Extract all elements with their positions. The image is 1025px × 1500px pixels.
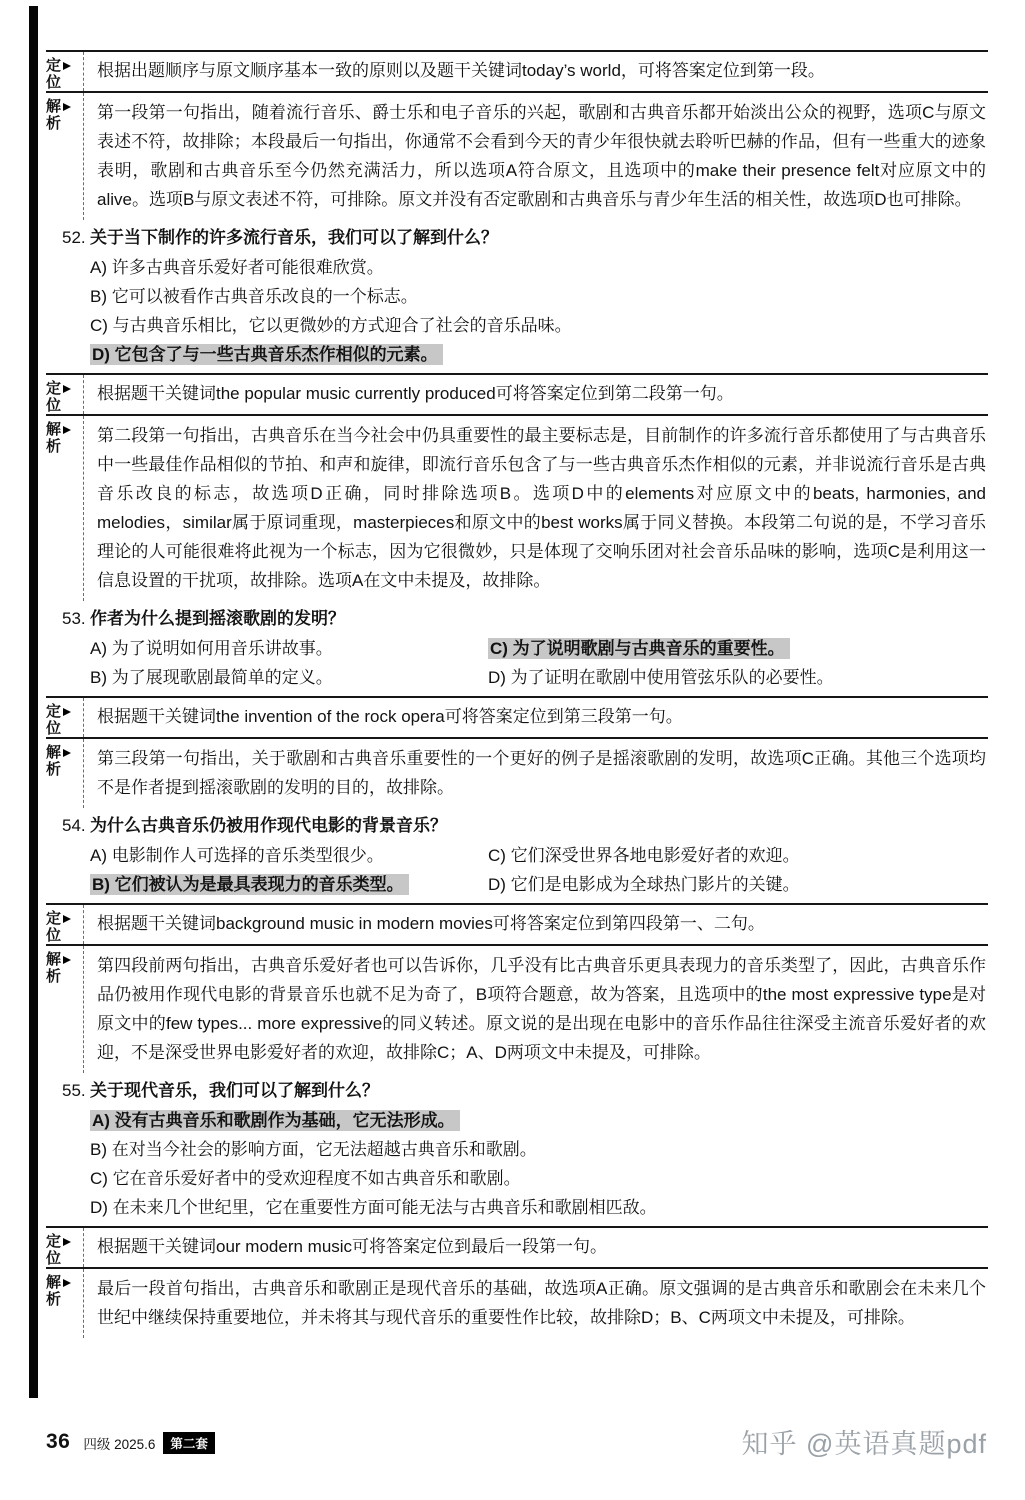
option-text: A) 为了说明如何用音乐讲故事。	[90, 639, 333, 658]
analysis-label-bottom: 析	[46, 438, 62, 455]
option-text: C) 它们深受世界各地电影爱好者的欢迎。	[488, 846, 800, 865]
page-footer	[46, 1422, 987, 1461]
label-row	[46, 951, 83, 968]
locate-label-top: 定	[46, 1233, 62, 1250]
question-55	[46, 1073, 988, 1226]
analysis-label	[46, 1269, 83, 1338]
label-row	[46, 98, 83, 115]
analysis-text: 第一段第一句指出，随着流行音乐、爵士乐和电子音乐的兴起，歌剧和古典音乐都开始淡出公众的视野，选项C与原文表述不符，故排除；本段最后一句指出，你通常不会看到今天的青少年很快就去聆听巴赫的作品，但有一些重大的迹象表明，歌剧和古典音乐至今仍然充满活力，所以选项A符合原文，且选项中的make their presence felt对应原文中的alive。选项B与原文表述不符，可排除。原文并没有否定歌剧和古典音乐与青少年生活的相关性，故选项D也可排除。	[83, 93, 988, 220]
locate-label	[46, 1228, 83, 1267]
analysis-block-52	[46, 416, 988, 601]
option-text: A) 没有古典音乐和歌剧作为基础，它无法形成。	[90, 1110, 460, 1131]
question-stem-row	[46, 604, 988, 634]
label-row	[46, 910, 83, 927]
option-text: A) 许多古典音乐爱好者可能很难欣赏。	[90, 258, 384, 277]
exam-label: 四级 2025.6	[83, 1437, 156, 1452]
locate-label-bottom: 位	[46, 720, 62, 737]
analysis-label-top: 解	[46, 1274, 62, 1291]
option-c	[90, 1164, 988, 1193]
label-row	[46, 703, 83, 720]
label-row	[46, 1233, 83, 1250]
analysis-label-top: 解	[46, 421, 62, 438]
option-b	[90, 870, 482, 899]
option-c	[488, 841, 988, 870]
question-stem-row	[46, 1076, 988, 1106]
analysis-block-54	[46, 946, 988, 1073]
analysis-block-55	[46, 1269, 988, 1338]
locate-text: 根据题干关键词background music in modern movies可将答案定位到第四段第一、二句。	[83, 905, 988, 944]
locate-block-53	[46, 698, 988, 737]
locate-block-54	[46, 905, 988, 944]
option-d	[90, 340, 988, 369]
arrow-right-icon	[63, 62, 71, 70]
label-row	[46, 968, 83, 985]
locate-label-bottom: 位	[46, 1250, 62, 1267]
label-row	[46, 438, 83, 455]
option-b	[90, 282, 988, 311]
question-stem-row	[46, 811, 988, 841]
analysis-text: 最后一段首句指出，古典音乐和歌剧正是现代音乐的基础，故选项A正确。原文强调的是古典音乐和歌剧会在未来几个世纪中继续保持重要地位，并未将其与现代音乐的重要性作比较，故排除D；B、C两项文中未提及，可排除。	[83, 1269, 988, 1338]
label-row	[46, 761, 83, 778]
locate-text: 根据题干关键词our modern music可将答案定位到最后一段第一句。	[83, 1228, 988, 1267]
arrow-right-icon	[63, 385, 71, 393]
locate-label	[46, 698, 83, 737]
option-text: B) 为了展现歌剧最简单的定义。	[90, 668, 333, 687]
question-number: 54.	[62, 816, 86, 835]
label-row	[46, 1250, 83, 1267]
label-row	[46, 380, 83, 397]
label-row	[46, 397, 83, 414]
locate-label-top: 定	[46, 703, 62, 720]
option-a	[90, 253, 988, 282]
question-53	[46, 601, 988, 696]
answer-key-page	[46, 50, 988, 1338]
option-c	[488, 634, 988, 663]
option-text: B) 它们被认为是最具表现力的音乐类型。	[90, 874, 409, 895]
option-text: D) 为了证明在歌剧中使用管弦乐队的必要性。	[488, 668, 834, 687]
arrow-right-icon	[63, 915, 71, 923]
option-a	[90, 634, 482, 663]
locate-label	[46, 52, 83, 91]
option-a	[90, 1106, 988, 1135]
question-stem-row	[46, 223, 988, 253]
label-row	[46, 74, 83, 91]
question-54	[46, 808, 988, 903]
analysis-label	[46, 93, 83, 220]
label-row	[46, 720, 83, 737]
locate-label-top: 定	[46, 380, 62, 397]
question-number: 53.	[62, 609, 86, 628]
locate-text: 根据题干关键词the popular music currently produced可将答案定位到第二段第一句。	[83, 375, 988, 414]
arrow-right-icon	[63, 708, 71, 716]
label-row	[46, 57, 83, 74]
question-number: 55.	[62, 1081, 86, 1100]
arrow-right-icon	[63, 426, 71, 434]
options-list	[46, 1106, 988, 1222]
analysis-text: 第二段第一句指出，古典音乐在当今社会中仍具重要性的最主要标志是，目前制作的许多流行音乐都使用了与古典音乐中一些最佳作品相似的节拍、和声和旋律，即流行音乐包含了与一些古典音乐杰作相似的元素，并非说流行音乐是古典音乐改良的标志，故选项D正确，同时排除选项B。选项D中的elements对应原文中的beats, harmonies, and melodies，similar属于原词重现，masterpieces和原文中的best works属于同义替换。本段第二句说的是，不学习音乐理论的人可能很难将此视为一个标志，因为它很微妙，只是体现了交响乐团对社会音乐品味的影响，选项C是利用这一信息设置的干扰项，故排除。选项A在文中未提及，故排除。	[83, 416, 988, 601]
analysis-label-bottom: 析	[46, 968, 62, 985]
locate-label-top: 定	[46, 910, 62, 927]
locate-label-bottom: 位	[46, 397, 62, 414]
option-d	[90, 1193, 988, 1222]
question-stem: 作者为什么提到摇滚歌剧的发明？	[90, 609, 345, 628]
option-text: B) 它可以被看作古典音乐改良的一个标志。	[90, 287, 418, 306]
option-d	[488, 663, 988, 692]
label-row	[46, 1274, 83, 1291]
analysis-label	[46, 946, 83, 1073]
arrow-right-icon	[63, 103, 71, 111]
locate-label-top: 定	[46, 57, 62, 74]
option-b	[90, 1135, 988, 1164]
page-spine-bar	[29, 6, 38, 1398]
question-stem: 关于现代音乐，我们可以了解到什么？	[90, 1081, 379, 1100]
analysis-label	[46, 739, 83, 808]
analysis-label-top: 解	[46, 98, 62, 115]
label-row	[46, 1291, 83, 1308]
analysis-label-top: 解	[46, 744, 62, 761]
analysis-label	[46, 416, 83, 601]
question-52	[46, 220, 988, 373]
option-text: C) 为了说明歌剧与古典音乐的重要性。	[488, 638, 790, 659]
arrow-right-icon	[63, 1279, 71, 1287]
option-text: A) 电影制作人可选择的音乐类型很少。	[90, 846, 384, 865]
option-d	[488, 870, 988, 899]
label-row	[46, 115, 83, 132]
label-row	[46, 927, 83, 944]
analysis-label-bottom: 析	[46, 115, 62, 132]
analysis-block-53	[46, 739, 988, 808]
analysis-text: 第三段第一句指出，关于歌剧和古典音乐重要性的一个更好的例子是摇滚歌剧的发明，故选项C正确。其他三个选项均不是作者提到摇滚歌剧的发明的目的，故排除。	[83, 739, 988, 808]
label-row	[46, 744, 83, 761]
arrow-right-icon	[63, 749, 71, 757]
option-text: B) 在对当今社会的影响方面，它无法超越古典音乐和歌剧。	[90, 1140, 537, 1159]
locate-label-bottom: 位	[46, 74, 62, 91]
locate-text: 根据出题顺序与原文顺序基本一致的原则以及题干关键词today’s world，可将答案定位到第一段。	[83, 52, 988, 91]
option-text: C) 它在音乐爱好者中的受欢迎程度不如古典音乐和歌剧。	[90, 1169, 521, 1188]
option-b	[90, 663, 482, 692]
options-list	[46, 253, 988, 369]
locate-block-52	[46, 375, 988, 414]
option-c	[90, 311, 988, 340]
analysis-label-top: 解	[46, 951, 62, 968]
watermark: 知乎 @英语真题pdf	[741, 1429, 987, 1459]
analysis-text: 第四段前两句指出，古典音乐爱好者也可以告诉你，几乎没有比古典音乐更具表现力的音乐类型了，因此，古典音乐作品仍被用作现代电影的背景音乐也就不足为奇了，B项符合题意，故为答案，且选项中的the most expressive type是对原文中的few types... more expressive的同义转述。原文说的是出现在电影中的音乐作品往往深受主流音乐爱好者的欢迎，不是深受世界电影爱好者的欢迎，故排除C；A、D两项文中未提及，可排除。	[83, 946, 988, 1073]
option-text: D) 在未来几个世纪里，它在重要性方面可能无法与古典音乐和歌剧相匹敌。	[90, 1198, 657, 1217]
option-text: D) 它包含了与一些古典音乐杰作相似的元素。	[90, 344, 443, 365]
locate-block-55	[46, 1228, 988, 1267]
locate-label	[46, 905, 83, 944]
arrow-right-icon	[63, 956, 71, 964]
options-list	[46, 634, 988, 692]
arrow-right-icon	[63, 1238, 71, 1246]
options-list	[46, 841, 988, 899]
analysis-label-bottom: 析	[46, 1291, 62, 1308]
set-badge: 第二套	[163, 1432, 215, 1454]
locate-block-51	[46, 52, 988, 91]
option-text: C) 与古典音乐相比，它以更微妙的方式迎合了社会的音乐品味。	[90, 316, 572, 335]
question-number: 52.	[62, 228, 86, 247]
question-stem: 关于当下制作的许多流行音乐，我们可以了解到什么？	[90, 228, 498, 247]
locate-text: 根据题干关键词the invention of the rock opera可将答案定位到第三段第一句。	[83, 698, 988, 737]
analysis-block-51	[46, 93, 988, 220]
analysis-label-bottom: 析	[46, 761, 62, 778]
page-number: 36	[46, 1429, 71, 1453]
question-stem: 为什么古典音乐仍被用作现代电影的背景音乐？	[90, 816, 447, 835]
locate-label-bottom: 位	[46, 927, 62, 944]
locate-label	[46, 375, 83, 414]
label-row	[46, 421, 83, 438]
option-text: D) 它们是电影成为全球热门影片的关键。	[488, 875, 800, 894]
option-a	[90, 841, 482, 870]
